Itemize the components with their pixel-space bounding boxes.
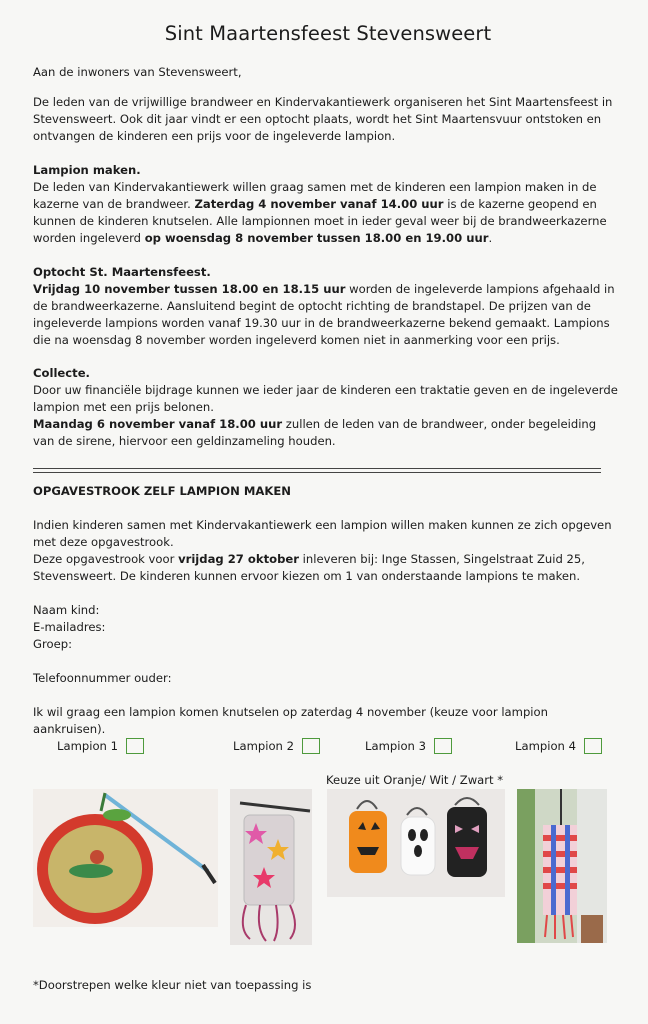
field-group-label: Groep:: [33, 637, 72, 651]
slip-heading: OPGAVESTROOK ZELF LAMPION MAKEN: [33, 484, 291, 498]
cut-line-divider: [33, 472, 601, 473]
cut-line-divider: [33, 468, 601, 469]
section-lampion-maken: Lampion maken. De leden van Kindervakantiewerk willen graag samen met de kinderen een lampion maken in de kazerne van de brandweer. Zaterdag 4 november vanaf 14.00 uur is de kazerne geopend en kunnen de kinderen knutselen. Alle lampionnen moet in ieder geval weer bij de brandweerkazerne worden ingeleverd op woensdag 8 november tussen 18.00 en 19.00 uur.: [33, 162, 618, 247]
form-fields: [33, 602, 618, 653]
greeting: Aan de inwoners van Stevensweert,: [33, 65, 242, 79]
striped-lantern-icon: [517, 789, 607, 943]
color-choice-note: Keuze uit Oranje/ Wit / Zwart *: [326, 773, 504, 787]
option-lampion-2: Lampion 2: [233, 738, 320, 754]
section-heading: Optocht St. Maartensfeest.: [33, 265, 211, 279]
section-optocht: Optocht St. Maartensfeest. Vrijdag 10 november tussen 18.00 en 18.15 uur worden de ingeleverde lampions afgehaald in de brandweerkazerne. Aansluitend begint de optocht richting de brandstapel. De prijzen van de ingeleverde lampions worden vanaf 19.30 uur in de brandweerkazerne bekend gemaakt. Lampions die na woensdag 8 november worden ingeleverd komen niet in aanmerking voor een prijs.: [33, 264, 618, 349]
field-phone-label: Telefoonnummer ouder:: [33, 671, 172, 685]
section-collecte: Collecte. Door uw financiële bijdrage kunnen we ieder jaar de kinderen een traktatie geven en de ingeleverde lampion met een prijs belonen. Maandag 6 november vanaf 18.00 uur zullen de leden van de brandweer, onder begeleiding van de sirene, hiervoor een geldinzameling houden.: [33, 366, 618, 448]
section-heading: Lampion maken.: [33, 163, 141, 177]
lampion-4-photo: [517, 789, 607, 943]
option-lampion-1: Lampion 1: [57, 738, 144, 754]
star-lantern-icon: [230, 789, 312, 945]
checkbox-lampion-3[interactable]: [434, 738, 452, 754]
field-name-label: Naam kind:: [33, 603, 100, 617]
intro-paragraph: De leden van de vrijwillige brandweer en Kindervakantiewerk organiseren het Sint Maartensfeest in Stevensweert. Ook dit jaar vindt er een optocht plaats, wordt het Sint Maartensvuur ontstoken en ontvangen de kinderen een prijs voor de ingeleverde lampion.: [33, 95, 613, 143]
section-heading: Collecte.: [33, 366, 90, 380]
checkbox-lampion-2[interactable]: [302, 738, 320, 754]
checkbox-lampion-4[interactable]: [584, 738, 602, 754]
lampion-3-photo: [327, 789, 505, 897]
footnote: *Doorstrepen welke kleur niet van toepassing is: [33, 978, 312, 992]
option-lampion-3: Lampion 3: [365, 738, 452, 754]
lampion-2-photo: [230, 789, 312, 945]
option-lampion-4: Lampion 4: [515, 738, 602, 754]
apple-lantern-icon: [33, 789, 218, 927]
checkbox-lampion-1[interactable]: [126, 738, 144, 754]
lampion-1-photo: [33, 789, 218, 927]
page-title: Sint Maartensfeest Stevensweert: [164, 22, 492, 45]
choice-statement: Ik wil graag een lampion komen knutselen op zaterdag 4 november (keuze voor lampion aankruisen).: [33, 705, 548, 736]
halloween-lanterns-icon: [327, 789, 505, 897]
field-email-label: E-mailadres:: [33, 620, 106, 634]
slip-intro: Indien kinderen samen met Kindervakantiewerk een lampion willen maken kunnen ze zich opgeven met deze opgavestrook. Deze opgavestrook voor vrijdag 27 oktober inleveren bij: Inge Stassen, Singelstraat Zuid 25, Stevensweert. De kinderen kunnen ervoor kiezen om 1 van onderstaande lampions te maken.: [33, 518, 612, 583]
